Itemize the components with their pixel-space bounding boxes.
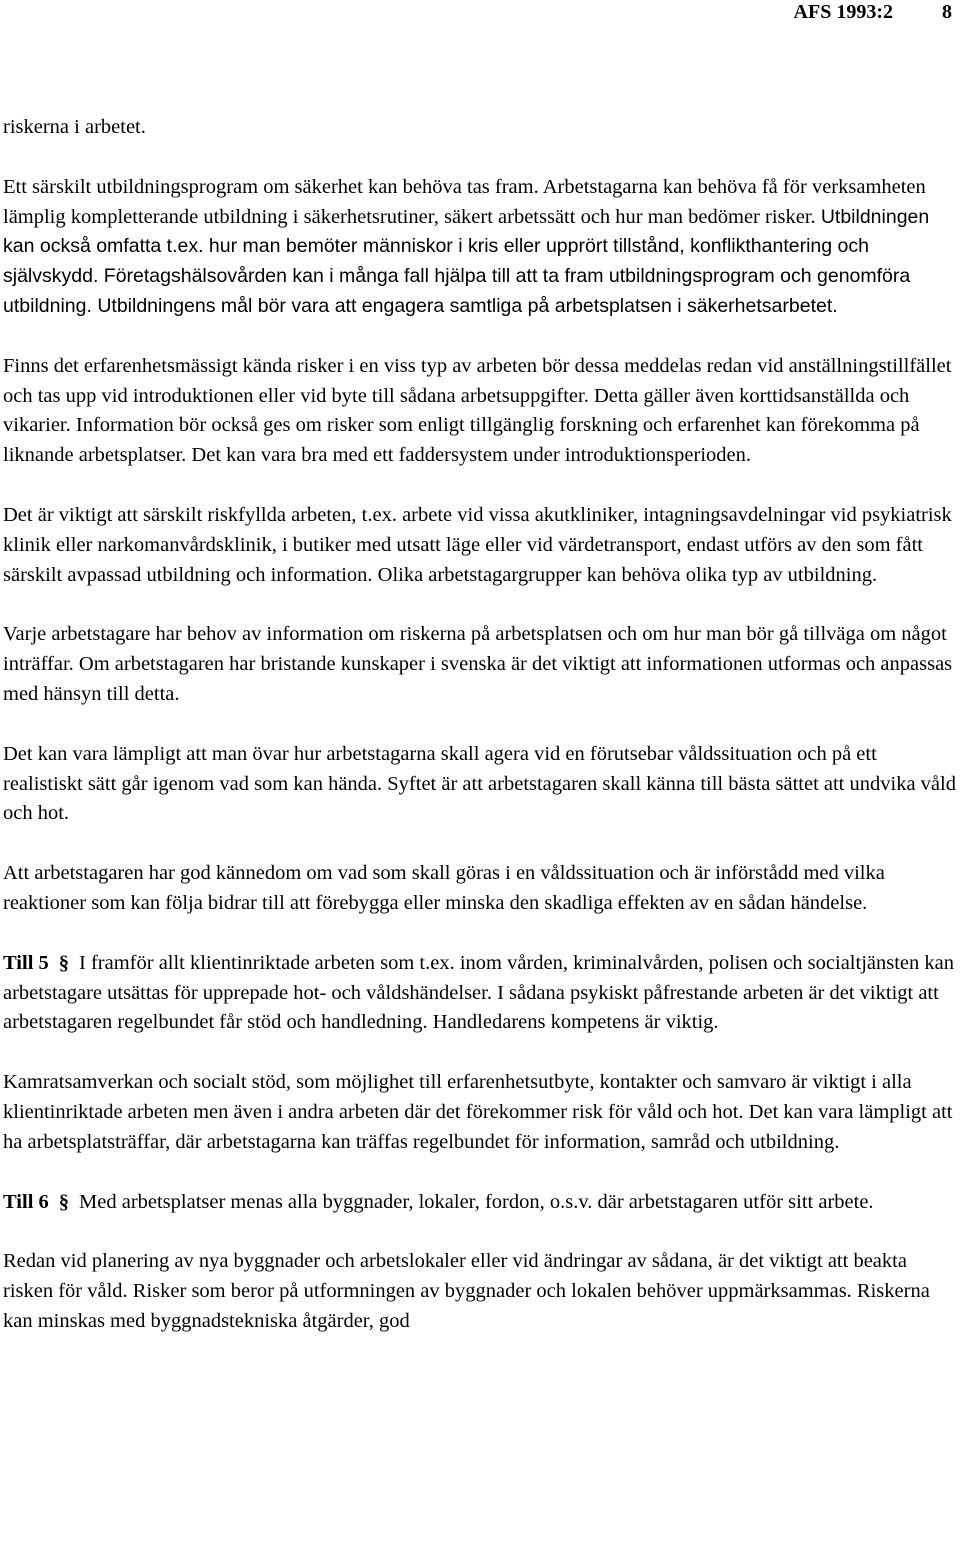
paragraph-text: Med arbetsplatser menas alla byggnader, lokaler, fordon, o.s.v. där arbetstagaren utför sitt arbete.: [79, 1190, 874, 1213]
paragraph-text: I framför allt klientinriktade arbeten som t.ex. inom vården, kriminalvården, polisen och socialtjänsten kan arbetstagare utsättas för upprepade hot- och våldshändelser. I sådana psykiskt påfrestande arbeten är det viktigt att arbetstagaren regelbundet får stöd och handledning. Handledarens kompetens är viktig.: [3, 951, 954, 1034]
paragraph: [3, 859, 958, 919]
paragraph-text: riskerna i arbetet.: [3, 116, 146, 138]
paragraph-text: Kamratsamverkan och socialt stöd, som möjlighet till erfarenhetsutbyte, kontakter och samvaro är viktigt i alla klientinriktade arbeten men även i andra arbeten där det förekommer risk för våld och hot. Det kan vara lämpligt att ha arbetsplatsträffar, där arbetstagarna kan träffas regelbundet för information, samråd och utbildning.: [3, 1071, 953, 1153]
paragraph: [3, 173, 958, 322]
section-sign: §: [58, 951, 70, 974]
paragraph-text: Finns det erfarenhetsmässigt kända risker i en viss typ av arbeten bör dessa meddelas redan vid anställningstillfället och tas upp vid introduktionen eller vid byte till sådana arbetsuppgifter. Detta gäller även korttidsanställda och vikarier. Information bör också ges om risker som enligt tillgänglig forskning och erfarenhet kan förekomma på liknande arbetsplatser. Det kan vara bra med ett faddersystem under introduktionsperioden.: [3, 354, 952, 467]
paragraph: [3, 1247, 958, 1336]
paragraph: [3, 620, 958, 709]
paragraph-text-sans: Utbildningen kan också omfatta t.ex. hur man bemöter människor i kris eller upprört tillstånd, konflikthantering och självskydd. Företagshälsovården kan i många fall hjälpa till att ta fram utbildningsprogram och genomföra utbildning. Utbildningens mål bör vara att engagera samtliga på arbetsplatsen i säkerhetsarbetet.: [3, 205, 930, 317]
paragraph-text: Ett särskilt utbildningsprogram om säkerhet kan behöva tas fram. Arbetstagarna kan behöva få för verksamheten lämplig kompletterande utbildning i säkerhetsrutiner, säkert arbetssätt och hur man bedömer risker.: [3, 175, 926, 228]
paragraph: [3, 740, 958, 829]
section-sign: §: [58, 1190, 70, 1213]
section-lead: Till 6: [3, 1190, 49, 1213]
document-code: AFS 1993:2: [793, 1, 893, 23]
page-header: [794, 0, 952, 24]
paragraph-text: Det kan vara lämpligt att man övar hur arbetstagarna skall agera vid en förutsebar våldssituation och på ett realistiskt sätt går igenom vad som kan hända. Syftet är att arbetstagaren skall känna till bästa sättet att undvika våld och hot.: [3, 742, 956, 825]
paragraph-text: Redan vid planering av nya byggnader och arbetslokaler eller vid ändringar av sådana, är det viktigt att beakta risken för våld. Risker som beror på utformningen av byggnader och lokalen behöver uppmärksammas. Riskerna kan minskas med byggnadstekniska åtgärder, god: [3, 1250, 930, 1332]
paragraph: [3, 501, 958, 590]
section-paragraph-till-6: [3, 1188, 958, 1218]
paragraph-text: Varje arbetstagare har behov av information om riskerna på arbetsplatsen och om hur man bör gå tillväga om något inträffar. Om arbetstagaren har bristande kunskaper i svenska är det viktigt att informationen utformas och anpassas med hänsyn till detta.: [3, 623, 953, 705]
paragraph-text: Det är viktigt att särskilt riskfyllda arbeten, t.ex. arbete vid vissa akutkliniker, intagningsavdelningar vid psykiatrisk klinik eller narkomanvårdsklinik, i butiker med utsatt läge eller vid värdetransport, endast utförs av den som fått särskilt avpassad utbildning och information. Olika arbetstagargrupper kan behöva olika typ av utbildning.: [3, 503, 952, 586]
paragraph-text: Att arbetstagaren har god kännedom om vad som skall göras i en våldssituation och är införstådd med vilka reaktioner som kan följa bidrar till att förebygga eller minska den skadliga effekten av en sådan händelse.: [3, 862, 885, 914]
paragraph: [3, 1068, 958, 1157]
document-body: [3, 113, 958, 1367]
paragraph: [3, 352, 958, 471]
section-lead: Till 5: [3, 951, 49, 974]
paragraph: [3, 113, 958, 143]
page-number: 8: [942, 1, 952, 23]
section-paragraph-till-5: [3, 949, 958, 1038]
